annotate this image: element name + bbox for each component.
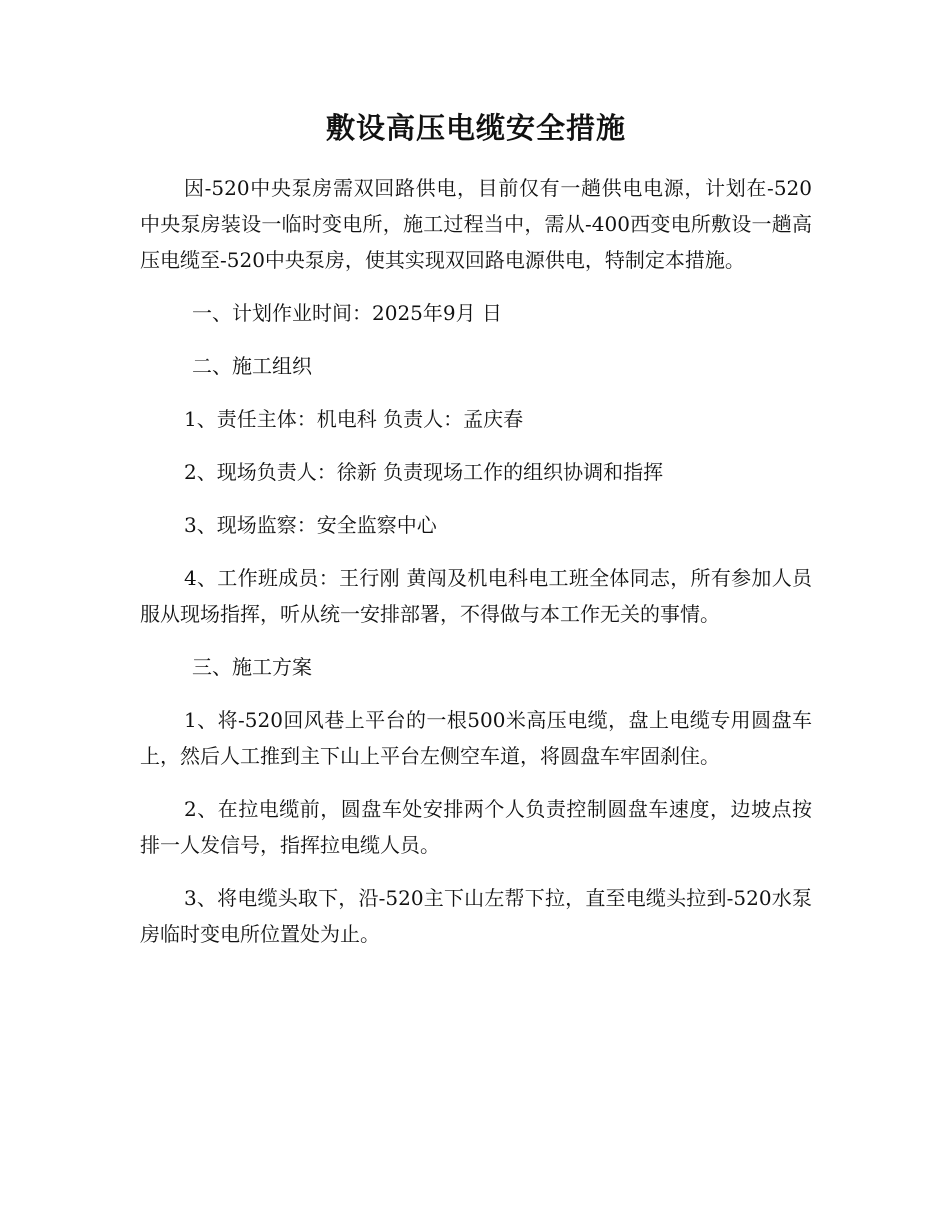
intro-paragraph: 因-520中央泵房需双回路供电，目前仅有一趟供电电源，计划在-520中央泵房装设一临时变电所，施工过程当中，需从-400西变电所敷设一趟高压电缆至-520中央泵房，使其实现双回路电源供电，特制定本措施。 [140, 176, 812, 272]
document-page [140, 108, 812, 952]
section-heading-schedule: 一、计划作业时间：2025年9月 日 [192, 301, 502, 325]
section-heading-organization: 二、施工组织 [192, 354, 312, 378]
org-item: 1、责任主体：机电科 负责人：孟庆春 [184, 407, 524, 431]
org-item: 3、现场监察：安全监察中心 [184, 513, 437, 537]
document-title: 敷设高压电缆安全措施 [325, 111, 626, 145]
plan-item: 2、在拉电缆前，圆盘车处安排两个人负责控制圆盘车速度，边坡点按排一人发信号，指挥拉电缆人员。 [140, 797, 812, 857]
org-item: 2、现场负责人：徐新 负责现场工作的组织协调和指挥 [184, 460, 664, 484]
plan-item: 3、将电缆头取下，沿-520主下山左帮下拉，直至电缆头拉到-520水泵房临时变电所位置处为止。 [140, 886, 812, 946]
org-item: 4、工作班成员：王行刚 黄闯及机电科电工班全体同志，所有参加人员服从现场指挥，听从统一安排部署，不得做与本工作无关的事情。 [140, 566, 812, 626]
section-heading-plan: 三、施工方案 [192, 655, 312, 679]
plan-item: 1、将-520回风巷上平台的一根500米高压电缆，盘上电缆专用圆盘车上，然后人工推到主下山上平台左侧空车道，将圆盘车牢固刹住。 [140, 708, 812, 768]
